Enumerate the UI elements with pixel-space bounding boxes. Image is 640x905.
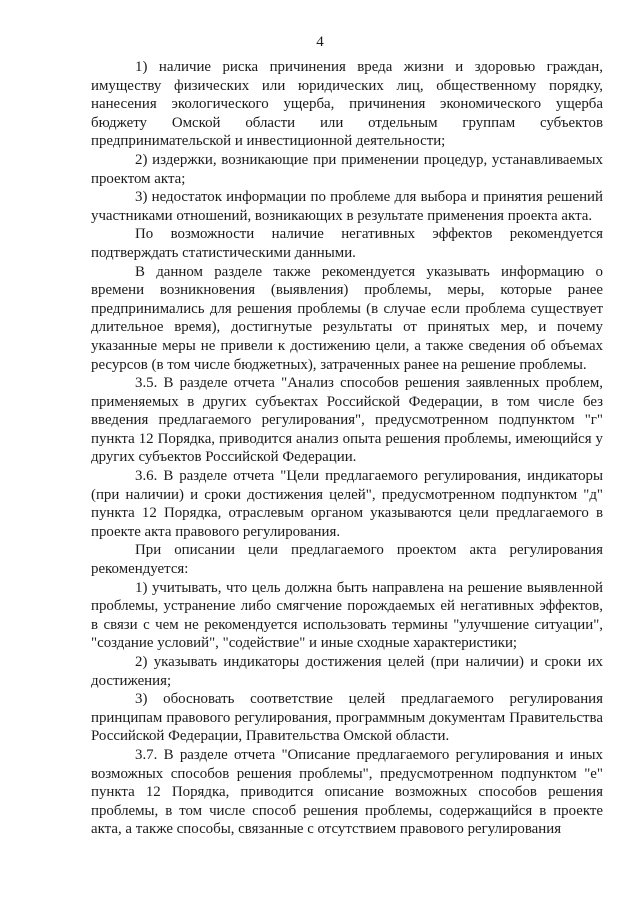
paragraph: 1) учитывать, что цель должна быть направлена на решение выявленной проблемы, устранение либо смягчение порождаемых ей негативных эффектов, в связи с чем не рекомендуется использовать термины "улучшение ситуации", "создание условий", "содействие" и иные сходные характеристики; <box>91 579 603 652</box>
paragraph: 3) обосновать соответствие целей предлагаемого регулирования принципам правового регулирования, программным документам Правительства Российской Федерации, Правительства Омской области. <box>91 691 603 745</box>
document-body <box>91 58 603 839</box>
paragraph: 3) недостаток информации по проблеме для выбора и принятия решений участниками отношений, возникающих в результате применения проекта акта. <box>91 189 603 224</box>
paragraph: 1) наличие риска причинения вреда жизни и здоровью граждан, имуществу физических или юридических лиц, общественному порядку, нанесения экологического ущерба, причинения экономического ущерба бюджету Омской области или отдельным группам субъектов предпринимательской и инвестиционной деятельности; <box>91 59 603 150</box>
paragraph: 3.7. В разделе отчета "Описание предлагаемого регулирования и иных возможных способов решения проблемы", предусмотренном подпунктом "е" пункта 12 Порядка, приводится описание возможных способов решения проблемы, в том числе способ решения проблемы, содержащийся в проекте акта, а также способы, связанные с отсутствием правового регулирования <box>91 746 603 838</box>
paragraph: 2) издержки, возникающие при применении процедур, устанавливаемых проектом акта; <box>91 151 603 187</box>
paragraph: При описании цели предлагаемого проектом акта регулирования рекомендуется: <box>91 542 603 578</box>
paragraph: По возможности наличие негативных эффектов рекомендуется подтверждать статистическими данными. <box>91 226 603 261</box>
paragraph: В данном разделе также рекомендуется указывать информацию о времени возникновения (выявления) проблемы, меры, которые ранее предпринимались для решения проблемы (в случае если проблема существует длительное время), достигнутые результаты от принятых мер, и почему указанные меры не привели к достижению цели, а также сведения об объемах ресурсов (в том числе бюджетных), затраченных ранее на решение проблемы. <box>91 263 603 373</box>
paragraph: 3.6. В разделе отчета "Цели предлагаемого регулирования, индикаторы (при наличии) и сроки достижения целей", предусмотренном подпунктом "д" пункта 12 Порядка, отраслевым органом указываются цели предлагаемого в проекте акта правового регулирования. <box>91 468 603 540</box>
paragraph: 3.5. В разделе отчета "Анализ способов решения заявленных проблем, применяемых в других субъектах Российской Федерации, в том числе без введения предлагаемого регулирования", предусмотренном подпунктом "г" пункта 12 Порядка, приводится анализ опыта решения проблемы, имеющийся у других субъектов Российской Федерации. <box>91 375 603 466</box>
paragraph: 2) указывать индикаторы достижения целей (при наличии) и сроки их достижения; <box>91 654 603 689</box>
page-number: 4 <box>316 34 324 50</box>
